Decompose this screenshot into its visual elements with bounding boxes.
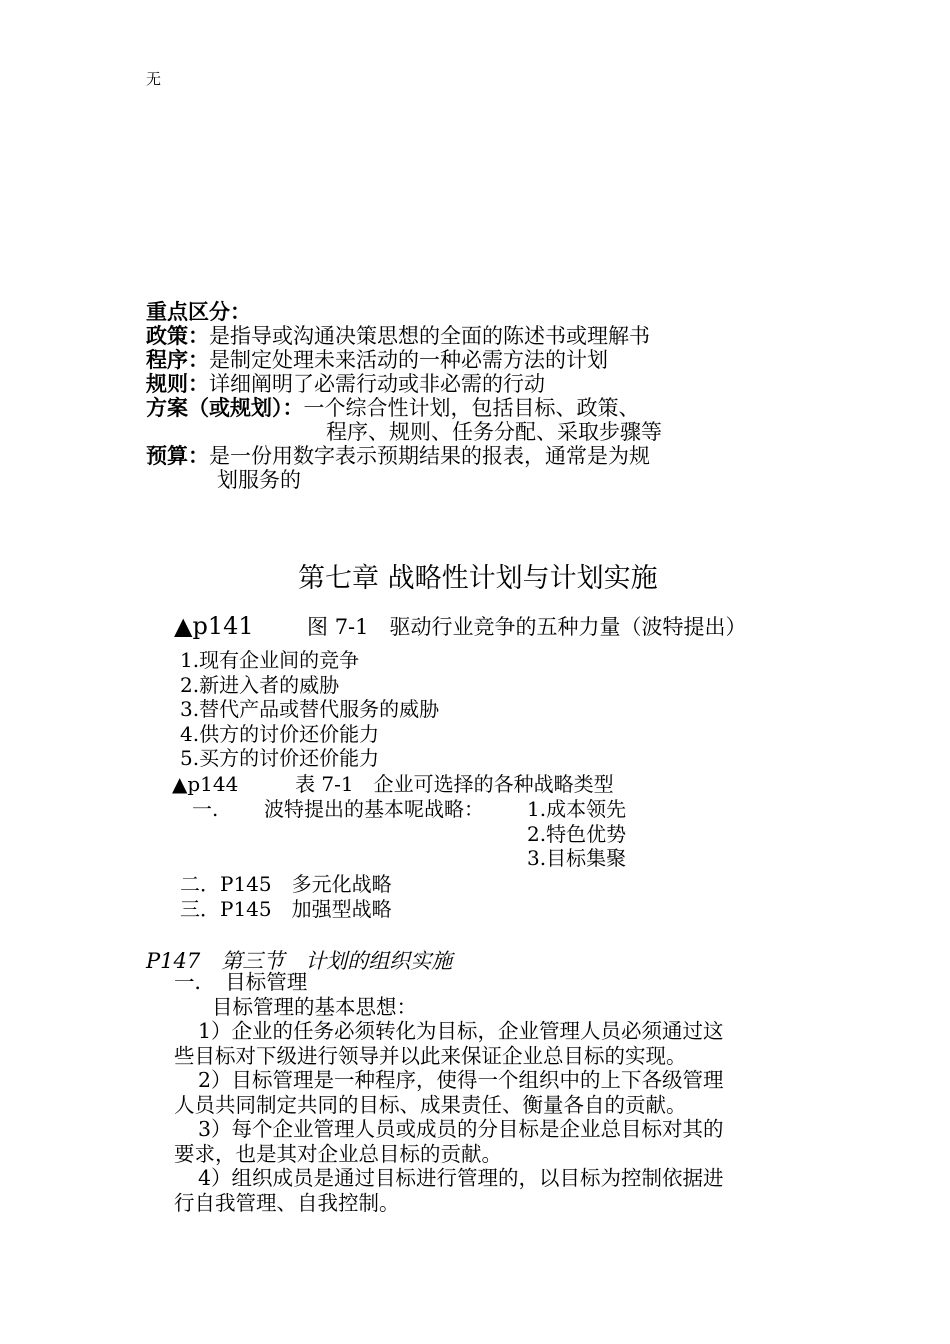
section-subheading: 一． 目标管理 — [174, 970, 308, 994]
list-item: 1.现有企业间的竞争 — [180, 648, 360, 672]
point-1-line-2: 些目标对下级进行领导并以此来保证企业总目标的实现。 — [174, 1043, 687, 1068]
procedure-line — [146, 348, 662, 372]
distinctions-heading: 重点区分： — [146, 300, 251, 324]
table-marker: ▲p144 — [172, 772, 239, 796]
section-intro: 目标管理的基本思想： — [212, 994, 417, 1019]
header-corner-text: 无 — [146, 70, 162, 88]
strategy-three: 三．P145 加强型战略 — [180, 897, 392, 921]
rule-line — [146, 372, 662, 396]
list-item: 3.替代产品或替代服务的威胁 — [180, 697, 440, 721]
strategy-one-label: 一. — [192, 797, 219, 821]
chapter-title: 第七章 战略性计划与计划实施 — [298, 563, 658, 594]
list-item: 3.目标集聚 — [527, 846, 627, 870]
program-line-2: 程序、规则、任务分配、采取步骤等 — [326, 420, 662, 444]
forces-list — [180, 648, 439, 771]
rule-term: 规则： — [146, 372, 209, 396]
list-item: 4.供方的讨价还价能力 — [180, 721, 380, 746]
policy-line — [146, 324, 662, 348]
list-item: 2.新进入者的威胁 — [180, 672, 340, 697]
list-item: 5.买方的讨价还价能力 — [180, 746, 380, 770]
distinctions-block — [146, 300, 662, 492]
program-text-1: 一个综合性计划，包括目标、政策、 — [303, 396, 640, 420]
figure-reference — [174, 611, 747, 641]
budget-line-2: 划服务的 — [217, 468, 301, 492]
budget-text-1: 是一份用数字表示预期结果的报表，通常是为规 — [209, 444, 650, 468]
list-item: 2.特色优势 — [527, 821, 627, 846]
point-4-line-1: 4）组织成员是通过目标进行管理的，以目标为控制依据进 — [198, 1166, 724, 1190]
procedure-term: 程序： — [146, 348, 209, 372]
point-3-line-1: 3）每个企业管理人员或成员的分目标是企业总目标对其的 — [198, 1117, 724, 1141]
section-body — [174, 970, 724, 1215]
program-line — [146, 396, 662, 420]
policy-term: 政策： — [146, 324, 209, 348]
figure-marker: ▲p141 — [174, 612, 254, 640]
table-caption: 表 7-1 企业可选择的各种战略类型 — [295, 772, 614, 796]
policy-text: 是指导或沟通决策思想的全面的陈述书或理解书 — [209, 324, 650, 348]
point-1-line-1: 1）企业的任务必须转化为目标，企业管理人员必须通过这 — [198, 1019, 724, 1043]
rule-text: 详细阐明了必需行动或非必需的行动 — [209, 372, 545, 396]
budget-line — [146, 444, 662, 468]
strategy-two: 二．P145 多元化战略 — [180, 872, 392, 896]
point-2-line-1: 2）目标管理是一种程序，使得一个组织中的上下各级管理 — [198, 1068, 724, 1092]
section-heading: P147 第三节 计划的组织实施 — [146, 949, 453, 973]
point-3-line-2: 要求，也是其对企业总目标的贡献。 — [174, 1141, 502, 1166]
strategy-one-text: 波特提出的基本呢战略： — [264, 797, 484, 821]
basic-strategies-list — [527, 797, 626, 871]
point-2-line-2: 人员共同制定共同的目标、成果责任、衡量各自的贡献。 — [174, 1092, 687, 1117]
program-term: 方案（或规划）： — [146, 396, 304, 420]
table-reference — [172, 772, 614, 797]
procedure-text: 是制定处理未来活动的一种必需方法的计划 — [209, 348, 608, 372]
list-item: 1.成本领先 — [527, 797, 627, 821]
point-4-line-2: 行自我管理、自我控制。 — [174, 1190, 400, 1215]
budget-term: 预算： — [146, 444, 209, 468]
figure-caption: 图 7-1 驱动行业竞争的五种力量（波特提出） — [307, 615, 747, 639]
